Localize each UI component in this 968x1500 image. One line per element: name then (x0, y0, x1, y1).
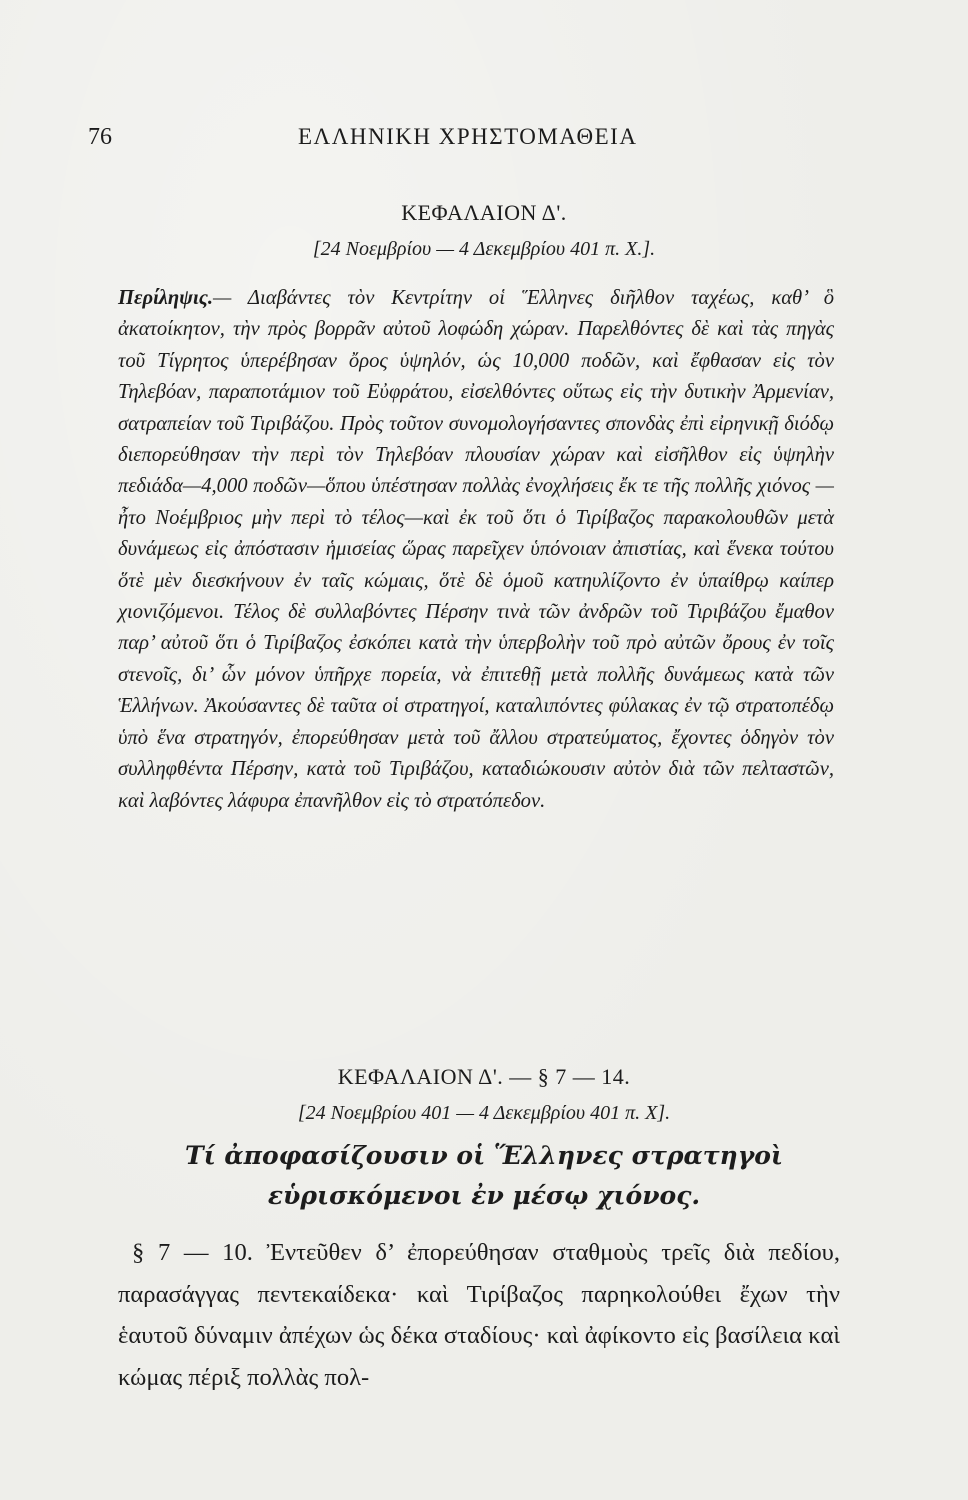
running-head (88, 124, 788, 158)
summary-text: — Διαβάντες τὸν Κεντρίτην οἱ Ἕλληνες διῆλθον ταχέως, καθ’ ὃ ἀκατοίκητον, τὴν πρὸς βορρᾶν αὐτοῦ λοφώδη χώραν. Παρελθόντες δὲ καὶ τὰς πηγὰς τοῦ Τίγρητος ὑπερέβησαν ὄρος ὑψηλόν, ὡς 10,000 ποδῶν, καὶ ἔφθασαν εἰς τὸν Τηλεβόαν, παραποτάμιον τοῦ Εὐφράτου, εἰσελθόντες οὕτως εἰς τὴν δυτικὴν Ἀρμενίαν, σατραπείαν τοῦ Τιριβάζου. Πρὸς τοῦτον συνομολογήσαντες σπονδὰς ἐπὶ εἰρηνικῇ διόδῳ διεπορεύθησαν τὴν περὶ τὸν Τηλεβόαν πλουσίαν χώραν καὶ εἰσῆλθον εἰς ὑψηλὴν πεδιάδα—4,000 ποδῶν—ὅπου ὑπέστησαν πολλὰς ἐνοχλήσεις ἔκ τε τῆς πολλῆς χιόνος — ἦτο Νοέμβριος μὴν περὶ τὸ τέλος—καὶ ἐκ τοῦ ὅτι ὁ Τιρίβαζος παρακολουθῶν μετὰ δυνάμεως εἰς ἀπόστασιν ἡμισείας ὥρας παρεῖχεν ὑπόνοιαν ἀπιστίας, καὶ ἕνεκα τούτου ὅτὲ μὲν διεσκήνουν ἐν ταῖς κώμαις, ὅτὲ δὲ ὁμοῦ κατηυλίζοντο ἐν ὑπαίθρῳ καίπερ χιονιζόμενοι. Τέλος δὲ συλλαβόντες Πέρσην τινὰ τῶν ἀνδρῶν τοῦ Τιριβάζου ἔμαθον παρ’ αὐτοῦ ὅτι ὁ Τιρίβαζος ἐσκόπει κατὰ τὴν ὑπερβολὴν τοῦ πρὸ αὐτῶν ὄρους ἐν τοῖς στενοῖς, δι’ ὧν μόνον ὑπῆρχε πορεία, νὰ ἐπιτεθῇ μετὰ πολλῆς δυνάμεως κατὰ τῶν Ἑλλήνων. Ἀκούσαντες δὲ ταῦτα οἱ στρατηγοί, καταλιπόντες φύλακας ἐν τῷ στρατοπέδῳ ὑπὸ ἕνα στρατηγόν, ἐπορεύθησαν μετὰ τοῦ ἄλλου στρατεύματος, ἔχοντες ὁδηγὸν τὸν συλληφθέντα Πέρσην, κατὰ τοῦ Τιριβάζου, καταδιώκουσιν αὐτὸν διὰ τῶν πελταστῶν, καὶ λαβόντες λάφυρα ἐπανῆλθον εἰς τὸ στρατόπεδον. (118, 287, 834, 812)
section-subtitle (0, 1136, 968, 1216)
section-reference: § 7 — 10. (132, 1239, 253, 1266)
subtitle-line-2: εὑρισκόμενοι ἐν μέσῳ χιόνος. (267, 1181, 701, 1210)
body-text: Ἐντεῦθεν δ’ ἐπορεύθησαν σταθμοὺς τρεῖς διὰ πεδίου, παρασάγγας πεντεκαίδεκα· καὶ Τιρίβαζος παρηκολούθει ἔχων τὴν ἑαυτοῦ δύναμιν ἀπέχων ὡς δέκα σταδίους· καὶ ἀφίκοντο εἰς βασίλεια καὶ κώμας πέριξ πολλὰς πολ- (118, 1239, 841, 1391)
section-heading: ΚΕΦΑΛΑΙΟΝ Δ'. — § 7 — 14. (337, 1064, 631, 1089)
page-number: 76 (88, 124, 112, 150)
summary-paragraph (118, 283, 834, 817)
section-date: [24 Νοεμβρίου 401 — 4 Δεκεμβρίου 401 π. Χ]. (297, 1102, 671, 1124)
chapter-date: [24 Νοεμβρίου — 4 Δεκεμβρίου 401 π. Χ.]. (312, 238, 656, 260)
chapter-heading: ΚΕΦΑΛΑΙΟΝ Δ'. (401, 200, 567, 225)
subtitle-line-1: Τί ἀποφασίζουσιν οἱ Ἕλληνες στρατηγοὶ (185, 1141, 783, 1170)
book-title: ΕΛΛΗΝΙΚΗ ΧΡΗΣΤΟΜΑΘΕΙΑ (298, 124, 638, 149)
body-paragraph (118, 1232, 840, 1398)
summary-label: Περίληψις. (118, 287, 214, 309)
